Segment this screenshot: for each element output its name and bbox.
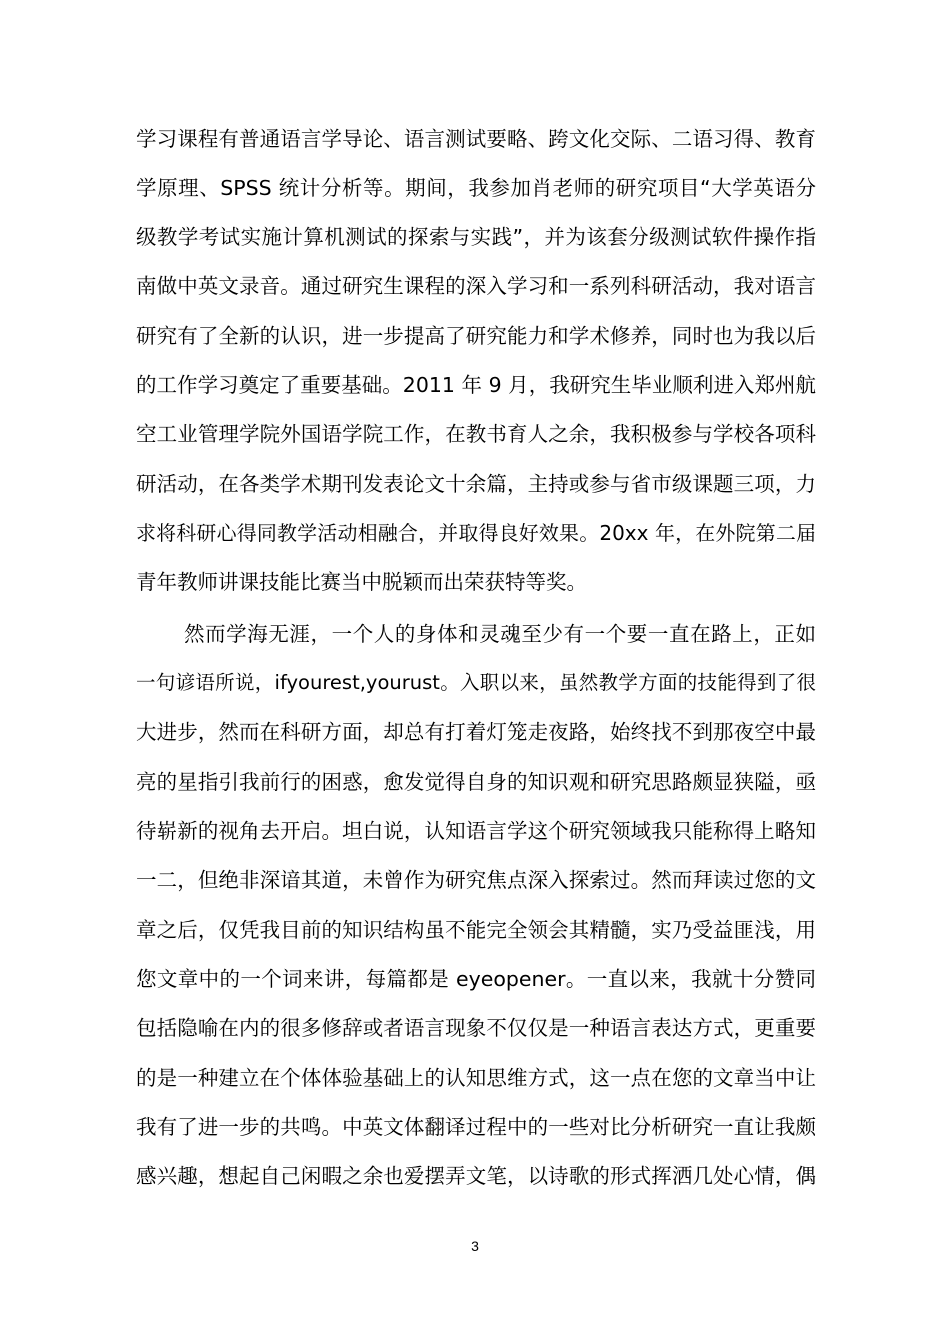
paragraph-line: 青年教师讲课技能比赛当中脱颖而出荣获特等奖。	[136, 570, 587, 594]
paragraph-line: 一句谚语所说，ifyourest,yourust。入职以来，虽然教学方面的技能得到了很	[136, 671, 816, 694]
paragraph-line: 学习课程有普通语言学导论、语言测试要略、跨文化交际、二语习得、教育	[136, 127, 816, 151]
paragraph-line: 亮的星指引我前行的困惑，愈发觉得自身的知识观和研究思路颇显狭隘，亟	[136, 770, 816, 794]
paragraph-line: 包括隐喻在内的很多修辞或者语言现象不仅仅是一种语言表达方式，更重要	[136, 1016, 816, 1040]
paragraph-line: 您文章中的一个词来讲，每篇都是 eyeopener。一直以来，我就十分赞同	[136, 967, 816, 991]
paragraph-line: 章之后，仅凭我目前的知识结构虽不能完全领会其精髓，实乃受益匪浅，用	[136, 918, 816, 942]
paragraph-line: 南做中英文录音。通过研究生课程的深入学习和一系列科研活动，我对语言	[136, 274, 816, 298]
paragraph-line: 研活动，在各类学术期刊发表论文十余篇，主持或参与省市级课题三项，力	[136, 472, 816, 496]
paragraph-line: 一二，但绝非深谙其道，未曾作为研究焦点深入探索过。然而拜读过您的文	[136, 868, 816, 892]
paragraph-line: 的工作学习奠定了重要基础。2011 年 9 月，我研究生毕业顺利进入郑州航	[136, 373, 816, 397]
paragraph-line: 级教学考试实施计算机测试的探索与实践”，并为该套分级测试软件操作指	[136, 225, 816, 249]
paragraph-line: 感兴趣，想起自己闲暇之余也爱摆弄文笔，以诗歌的形式挥洒几处心情，偶	[136, 1164, 816, 1188]
paragraph-line: 研究有了全新的认识，进一步提高了研究能力和学术修养，同时也为我以后	[136, 324, 816, 348]
paragraph-line: 学原理、SPSS 统计分析等。期间，我参加肖老师的研究项目“大学英语分	[136, 176, 816, 200]
paragraph-line: 空工业管理学院外国语学院工作，在教书育人之余，我积极参与学校各项科	[136, 422, 816, 446]
paragraph-line: 然而学海无涯，一个人的身体和灵魂至少有一个要一直在路上，正如	[184, 622, 816, 646]
paragraph-line: 我有了进一步的共鸣。中英文体翻译过程中的一些对比分析研究一直让我颇	[136, 1115, 816, 1139]
paragraph-line: 求将科研心得同教学活动相融合，并取得良好效果。20xx 年，在外院第二届	[136, 521, 816, 545]
paragraph-line: 待崭新的视角去开启。坦白说，认知语言学这个研究领域我只能称得上略知	[136, 819, 816, 843]
paragraph-line: 的是一种建立在个体体验基础上的认知思维方式，这一点在您的文章当中让	[136, 1066, 816, 1090]
page-number: 3	[471, 1238, 479, 1254]
paragraph-line: 大进步，然而在科研方面，却总有打着灯笼走夜路，始终找不到那夜空中最	[136, 720, 816, 744]
